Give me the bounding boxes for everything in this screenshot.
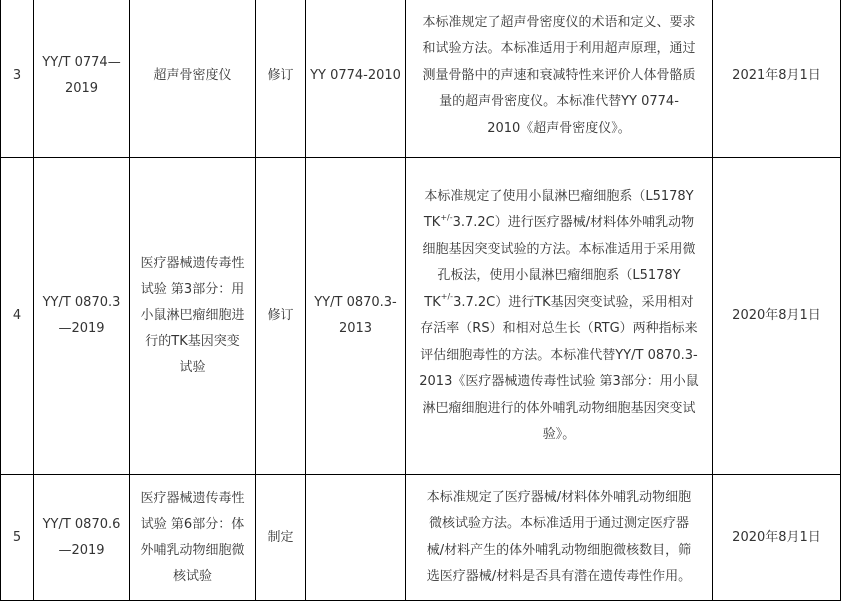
effective-date-cell: 2020年8月1日 bbox=[713, 158, 841, 475]
description-line: 评估细胞毒性的方法。本标准代替YY/T 0870.3- bbox=[420, 347, 698, 363]
standard-code-line: YY/T 0774— bbox=[42, 55, 121, 70]
description-text: 3.7.2C）进行TK基因突变试验，采用相对 bbox=[453, 294, 694, 310]
standard-code-line: YY/T 0870.6 bbox=[42, 516, 121, 532]
replaced-standard-line: 2013 bbox=[338, 321, 373, 336]
superscript-text: +/- bbox=[440, 292, 454, 302]
table-row bbox=[1, 475, 841, 601]
description-line: 本标准规定了医疗器械/材料体外哺乳动物细胞 bbox=[426, 489, 692, 505]
description-line: 和试验方法。本标准适用于利用超声原理，通过 bbox=[422, 41, 696, 57]
table-row bbox=[1, 158, 841, 475]
revision-type-cell: 制定 bbox=[256, 475, 306, 601]
row-index-cell: 5 bbox=[1, 475, 34, 601]
standard-code-cell bbox=[34, 0, 130, 158]
standard-code-line: 2019 bbox=[64, 81, 99, 96]
standard-name-line: 医疗器械遗传毒性 bbox=[140, 490, 245, 506]
revision-type-cell: 修订 bbox=[256, 0, 306, 158]
description-line: 淋巴瘤细胞进行的体外哺乳动物细胞基因突变试 bbox=[422, 400, 696, 416]
description-text: TK bbox=[424, 294, 441, 310]
standard-name-line: 外哺乳动物细胞微 bbox=[140, 542, 245, 558]
standard-name-line: 核试验 bbox=[172, 568, 212, 584]
effective-date-cell: 2021年8月1日 bbox=[713, 0, 841, 158]
description-line: 选医疗器械/材料是否具有潜在遗传毒性作用。 bbox=[426, 569, 692, 584]
standard-code-line: —2019 bbox=[58, 542, 105, 558]
standard-name-line: 超声骨密度仪 bbox=[153, 68, 232, 83]
standard-name-line: 行的TK基因突变 bbox=[145, 334, 240, 349]
description-line: 验》。 bbox=[542, 427, 576, 442]
replaced-standard-cell bbox=[306, 475, 406, 601]
standard-code-line: —2019 bbox=[58, 321, 105, 336]
description-line: 存活率（RS）和相对总生长（RTG）两种指标来 bbox=[420, 321, 698, 336]
row-index-cell: 4 bbox=[1, 158, 34, 475]
standard-name-line: 小鼠淋巴瘤细胞进 bbox=[140, 308, 245, 323]
standard-code-cell bbox=[34, 475, 130, 601]
standard-code-cell bbox=[34, 158, 130, 475]
description-line bbox=[409, 210, 709, 237]
standard-name-cell bbox=[130, 0, 256, 158]
replaced-standard-cell bbox=[306, 158, 406, 475]
description-line bbox=[409, 290, 709, 317]
table-row bbox=[1, 0, 841, 158]
standard-name-line: 医疗器械遗传毒性 bbox=[140, 256, 245, 271]
standard-name-line: 试验 bbox=[179, 360, 206, 375]
replaced-standard-line: YY/T 0870.3- bbox=[314, 295, 397, 310]
description-line: 本标准规定了使用小鼠淋巴瘤细胞系（L5178Y bbox=[424, 188, 694, 204]
description-line: 械/材料产生的体外哺乳动物细胞微核数目，筛 bbox=[426, 542, 692, 558]
standard-name-line: 试验 第3部分：用 bbox=[140, 282, 245, 297]
description-cell bbox=[406, 158, 713, 475]
standard-name-cell bbox=[130, 475, 256, 601]
description-text: TK bbox=[423, 215, 441, 230]
standard-name-cell bbox=[130, 158, 256, 475]
replaced-standard-line: YY 0774-2010 bbox=[310, 68, 401, 83]
revision-type-cell: 修订 bbox=[256, 158, 306, 475]
description-line: 细胞基因突变试验的方法。本标准适用于采用微 bbox=[422, 241, 696, 257]
standard-name-line: 试验 第6部分：体 bbox=[140, 516, 245, 532]
description-cell bbox=[406, 0, 713, 158]
row-index-cell: 3 bbox=[1, 0, 34, 158]
description-line: 2013《医疗器械遗传毒性试验 第3部分：用小鼠 bbox=[419, 374, 699, 389]
description-line: 测量骨骼中的声速和衰减特性来评价人体骨骼质 bbox=[422, 67, 696, 83]
description-line: 本标准规定了超声骨密度仪的术语和定义、要求 bbox=[422, 14, 696, 30]
description-line: 微核试验方法。本标准适用于通过测定医疗器 bbox=[428, 516, 689, 531]
description-text: 3.7.2C）进行医疗器械/材料体外哺乳动物 bbox=[452, 215, 695, 230]
standard-code-line: YY/T 0870.3 bbox=[42, 295, 121, 310]
description-cell bbox=[406, 475, 713, 601]
replaced-standard-cell bbox=[306, 0, 406, 158]
superscript-text: +/- bbox=[440, 212, 453, 222]
description-line: 量的超声骨密度仪。本标准代替YY 0774- bbox=[439, 94, 679, 110]
effective-date-cell: 2020年8月1日 bbox=[713, 475, 841, 601]
description-line: 孔板法，使用小鼠淋巴瘤细胞系（L5178Y bbox=[437, 268, 681, 283]
description-line: 2010《超声骨密度仪》。 bbox=[487, 120, 631, 136]
